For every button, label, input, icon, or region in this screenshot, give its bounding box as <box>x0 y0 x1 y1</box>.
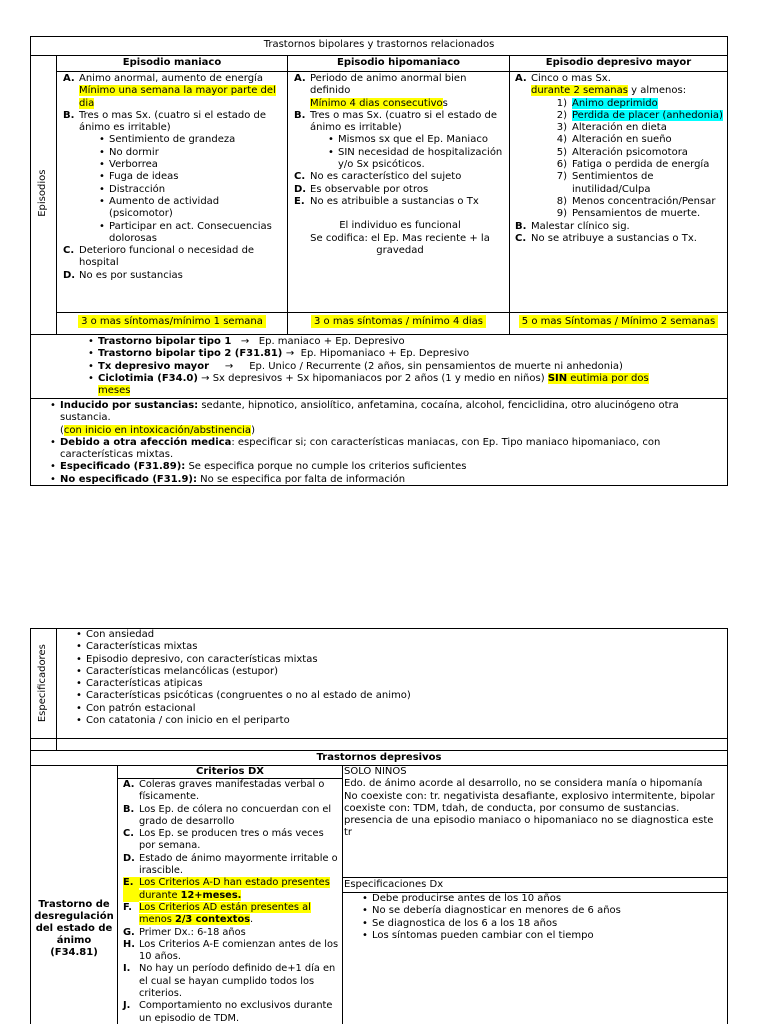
episodes-side-label: Episodios <box>36 169 48 217</box>
dmdd-criteria: A. Coleras graves manifestadas verbal o físicamente. B. Los Ep. de cólera no concuerdan con el grado de desarrollo C. Los Ep. se producen tres o más veces por semana. D. Estado de ánimo mayormente irritable o irascible. E. Los Criterios A-D han estado presentes durante 12+meses. F. Los Criterios AD están presentes al menos 2/3 contextos. G. Primer Dx.: 6-18 años H. Los Criterios A-E comienzan antes de los 10 años. I. No hay un período definido de+1 día en el cual se hayan cumplido todos los criterios. J. Comportamiento no exclusivos durante un episodio de TDM. <box>123 779 339 1024</box>
manic-footer: 3 o mas síntomas/mínimo 1 semana <box>57 316 287 328</box>
hypomanic-footer: 3 o mas síntomas / mínimo 4 dias <box>288 316 509 328</box>
depressive-header: Episodio depresivo mayor <box>545 57 692 68</box>
criteria-header: Criterios DX <box>196 766 264 777</box>
spec-dx-header: Especificaciones Dx <box>344 879 444 890</box>
specifiers-side-label: Especificadores <box>36 644 48 723</box>
other-categories-list: • Inducido por sustancias: sedante, hipnotico, ansiolítico, anfetamina, cocaína, alcohol, fenciclidina, otro alucinógeno otra sustancia. (con inicio en intoxicación/abstinencia) • Debido a otra afección medica: especificar si; con características maniacas, con Ep. Tipo maniaco hipomaniaco, con características mixtas. • Especificado (F31.89): Se especifica porque no cumple los criterios suficientes • No especificado (F31.9): No se especifica por falta de información <box>50 400 679 485</box>
table-title: Trastornos bipolares y trastornos relacionados <box>263 39 495 50</box>
spec-dx-list: • Debe producirse antes de los 10 años • No se debería diagnosticar en menores de 6 años • Se diagnostica de los 6 a los 18 años • Los síntomas pueden cambiar con el tiempo <box>362 893 621 941</box>
specifiers-list: • Con ansiedad • Características mixtas • Episodio depresivo, con características mixtas • Características melancólicas (estupor) • Características atipicas • Características psicóticas (congruentes o no al estado de animo) • Con patrón estacional • Con catatonia / con inicio en el periparto <box>76 629 411 727</box>
hypomanic-header: Episodio hipomaniaco <box>336 57 460 68</box>
dmdd-notes: SOLO NIÑOS Edo. de ánimo acorde al desarrollo, no se considera manía o hipomanía No coexiste con: tr. negativista desafiante, explosivo intermitente, bipolar coexiste con: TDM, tdah, de conducta, por consumo de sustancias. presencia de una episodio maniaco o hipomaniaco no se diagnostica este tr <box>344 766 715 839</box>
manic-header: Episodio maniaco <box>122 57 222 68</box>
depressive-criteria: A. Cinco o mas Sx. durante 2 semanas y almenos: 1) Animo deprimido 2) Perdida de placer (anhedonia) 3) Alteración en dieta 4) Alteración en sueño 5) Alteración psicomotora 6) Fatiga o perdida de energía 7) Sentimientos de inutilidad/Culpa 8) Menos concentración/Pensar 9) Pensamientos de muerte. B. Malestar clínico sig. C. No se atribuye a sustancias o Tx. <box>515 73 723 244</box>
dmdd-row-label: Trastorno de desregulación del estado de ánimo (F34.81) <box>34 899 114 958</box>
disorder-types-list: • Trastorno bipolar tipo 1 → Ep. maniaco + Ep. Depresivo • Trastorno bipolar tipo 2 (F31.81) → Ep. Hipomaniaco + Ep. Depresivo • Tx depresivo mayor → Ep. Unico / Recurrente (2 años, sin pensamientos de muerte ni anhedonia) • Ciclotimia (F34.0) → Sx depresivos + Sx hipomaniacos por 2 años (1 y medio en niños) SIN eutimia por dos meses <box>88 336 649 397</box>
manic-criteria: A. Animo anormal, aumento de energía Mínimo una semana la mayor parte del dia B. Tres o mas Sx. (cuatro si el estado de ánimo es irritable) • Sentimiento de grandeza • No dormir • Verborrea • Fuga de ideas • Distracción • Aumento de actividad (psicomotor) • Participar en act. Consecuencias dolorosas C. Deterioro funcional o necesidad de hospital D. No es por sustancias <box>63 73 276 281</box>
depressive-title: Trastornos depresivos <box>316 752 442 763</box>
hypomanic-criteria: A. Periodo de animo anormal bien definido Mínimo 4 dias consecutivos B. Tres o mas Sx. (cuatro si el estado de ánimo es irritable) • Mismos sx que el Ep. Maniaco • SIN necesidad de hospitalización y/o Sx psicóticos. C. No es característico del sujeto D. Es observable por otros E. No es atribuible a sustancias o Tx El individuo es funcional Se codifica: el Ep. Mas reciente + la gravedad <box>294 73 503 256</box>
depressive-footer: 5 o mas Síntomas / Mínimo 2 semanas <box>510 316 727 328</box>
